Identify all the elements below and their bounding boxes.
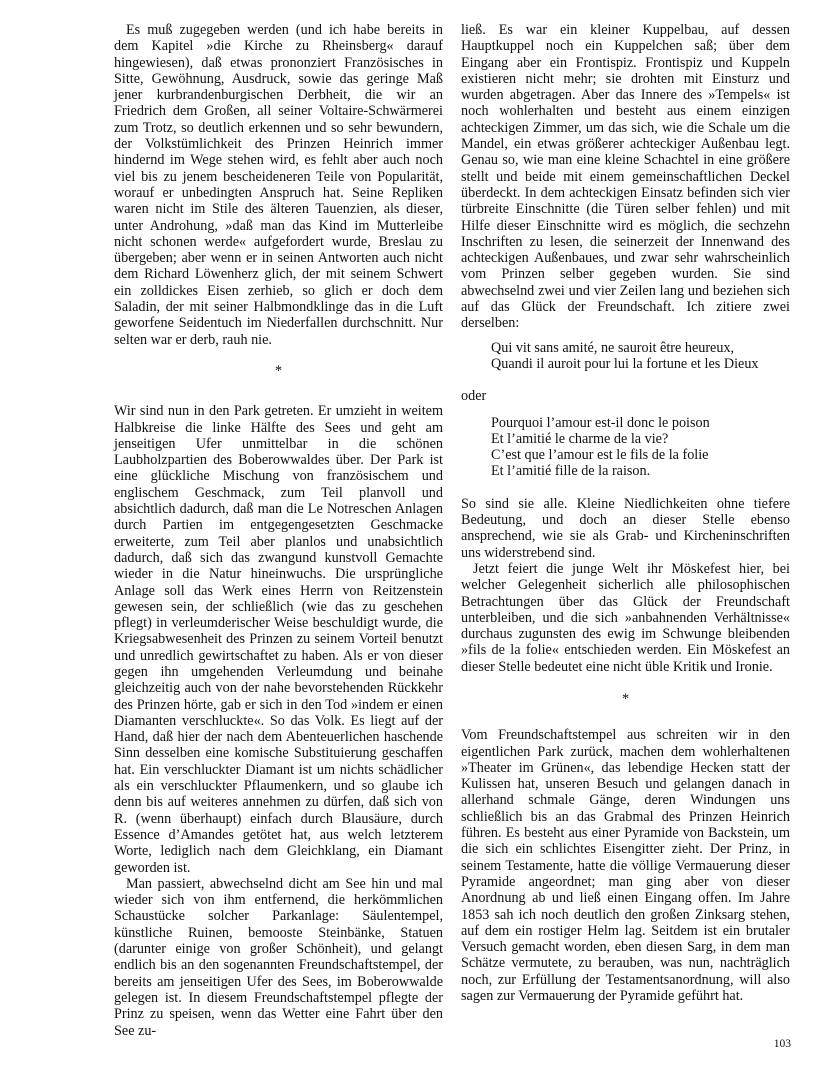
inscription-verse-1 <box>491 340 790 373</box>
conjunction-oder: oder <box>461 388 487 405</box>
verse-line: Quandi il auroit pour lui la fortune et les Dieux <box>491 355 759 372</box>
paragraph-freundschaftstempel-approach: Man passiert, abwechselnd dicht am See hin und mal wieder sich von ihm entfernend, die herkömmlichen Schaustücke solcher Parkanlage: Säulentempel, künstliche Ruinen, bemooste Steinbänke, Statuen (darunter einige von großer Schönheit), und gelangt endlich bis an den sogenannten Freundschaftstempel, der bereits am jenseitigen Ufer des Sees, im Boberowwalde gelegen ist. In diesem Freundschaftstempel pflegte der Prinz zu speisen, wenn das Wetter eine Fahrt über den See zu- <box>114 875 443 1039</box>
verse-line: Pourquoi l’amour est-il donc le poison <box>491 414 710 431</box>
paragraph-park-entry: Wir sind nun in den Park getreten. Er umzieht in weitem Halbkreise die linke Hälfte des Sees und geht am jenseitigen Ufer unmittelbar in die schönen Laubholzpartien des Boberowwaldes über. Der Park ist eine glückliche Mischung von französischem und englischem Geschmack, zum Teil planvoll und absichtlich dadurch, daß man die Le Notreschen Anlagen durch Partien im entgegengesetzten Geschmacke erweiterte, zum Teil aber planlos und unabsichtlich dadurch, daß sich das zwangund kunstvoll Gemachte wieder in die Natur hineinwuchs. Die ursprüngliche Anlage soll das Werk eines Herrn von Reitzenstein gewesen sein, der schließlich (wie das zu geschehen pflegt) in verleumderischer Weise beschuldigt wurde, die Kriegsabwesenheit des Prinzen zu seinem Vorteil benutzt und unredlich gewirtschaftet zu haben. Als er von dieser gegen ihn umgehenden Verleumdung und beinahe gleichzeitig auch von der nahe bevorstehenden Rückkehr des Prinzen hörte, gab er sich in den Tod »indem er einen Diamanten verschluckte«. So das Volk. Es liegt auf der Hand, daß hier der nach dem Abenteuerlichen haschende Sinn desselben eine komische Substituierung geschaffen hat. Ein verschluckter Diamant ist um nichts schädlicher als ein verschluckter Pflaumenkern, und so glaube ich denn bis auf weiteres annehmen zu dürfen, daß sich von R. (wenn überhaupt) einfach durch Blausäure, durch Essence d’Amandes getötet hat, aus welch letzterem Worte, lediglich nach dem Gleichklang, ein Diamant geworden ist. <box>114 403 443 876</box>
paragraph-prinz-heinrich-character: Es muß zugegeben werden (und ich habe bereits in dem Kapitel »die Kirche zu Rheinsberg« darauf hingewiesen), daß etwas prononziert Französisches in Sitte, Gewöhnung, Ausdruck, sowie das geringe Maß jener kurbrandenburgischen Derbheit, die wir an Friedrich dem Großen, all seiner Voltaire-Schwärmerei zum Trotz, so deutlich erkennen und so sehr bewundern, der Volkstümlichkeit des Prinzen Heinrich immer hindernd im Wege stehen wird, es fehlt aber auch noch viel bis zu jenem bescheideneren Teile von Popularität, worauf er unbedingten Anspruch hat. Seine Repliken waren nicht im Stile des älteren Tauenzien, als dieser, unter Androhung, »daß man das Kind im Mutterleibe nicht schonen werde« aufgefordert wurde, Breslau zu übergeben; aber wenn er in seinen Antworten auch nicht dem Richard Löwenherz glich, der mit seinem Schwert ein zolldickes Eisen zerhieb, so glich er doch dem Saladin, der mit seiner Halbmondklinge das in die Luft geworfene Seidentuch im Niederfallen durchschnitt. Nur selten war er derb, rauh nie. <box>114 22 443 348</box>
paragraph-tempel-description: ließ. Es war ein kleiner Kuppelbau, auf dessen Hauptkuppel noch ein Kuppelchen saß; über dem Eingang aber ein Frontispiz. Frontispiz und Kuppeln existieren nicht mehr; sie drohten mit Einsturz und wurden abgetragen. Aber das Innere des »Tempels« ist noch wohlerhalten und besteht aus einem einzigen achteckigen Zimmer, um das sich, wie die Schale um die Mandel, ein etwas größerer achteckiger Außenbau legt. Genau so, wie man eine kleine Schachtel in eine größere stellt und beide mit einem gemeinschaftlichen Deckel überdeckt. In dem achteckigen Einsatz befinden sich vier türbreite Einschnitte (die Türen selber fehlen) und mit Hilfe dieser Einschnitte wird es möglich, die sechzehn Inschriften zu lesen, die seinerzeit der Innenwand des achteckigen Außenbaues, und zwar sehr wahrscheinlich vom Prinzen selber gegeben wurden. Sie sind abwechselnd zwei und vier Zeilen lang und beziehen sich auf das Glück der Freundschaft. Ich zitiere zwei derselben: <box>461 22 790 332</box>
right-column <box>461 22 790 1004</box>
verse-line: Et l’amitié fille de la raison. <box>491 463 651 480</box>
left-column <box>114 22 443 1039</box>
paragraph-moeskefest: Jetzt feiert die junge Welt ihr Möskefest hier, bei welcher Gelegenheit sicherlich alle philosophischen Betrachtungen über das Glück der Freundschaft unterbleiben, und die sich »anbahnenden Verhältnisse« durchaus zugunsten des ewig im Schwunge bleibenden »fils de la folie« entschieden werden. Ein Möskefest an dieser Stelle bedeutet eine nicht üble Kritik und Ironie. <box>461 560 790 675</box>
section-separator: * <box>621 690 630 707</box>
section-separator: * <box>274 362 283 379</box>
paragraph-inscriptions-comment: So sind sie alle. Kleine Niedlichkeiten ohne tiefere Bedeutung, und doch an dieser Stelle ebenso ansprechend, wie sie als Grab- und Kircheninschriften uns widerstrebend sind. <box>461 495 790 561</box>
verse-line: Qui vit sans amité, ne sauroit être heureux, <box>491 339 735 356</box>
verse-line: Et l’amitié le charme de la vie? <box>491 430 669 447</box>
verse-line: C’est que l’amour est le fils de la folie <box>491 447 709 464</box>
paragraph-grabmal: Vom Freundschaftstempel aus schreiten wir in den eigentlichen Park zurück, machen dem wohlerhaltenen »Theater im Grünen«, das lebendige Hecken statt der Kulissen hat, unseren Besuch und gelangen danach in allerhand schmale Gänge, deren Windungen uns schließlich bis an das Grabmal des Prinzen Heinrich führen. Es besteht aus einer Pyramide von Backstein, um die sich ein schlichtes Eisengitter zieht. Der Prinz, in seinem Testamente, hatte die völlige Vermauerung dieser Pyramide angeordnet; man ging aber von dieser Anordnung ab und ließ einen Eingang offen. Im Jahre 1853 sah ich noch deutlich den großen Zinksarg stehen, auf dem ein rostiger Helm lag. Seitdem ist ein brutaler Versuch gemacht worden, eben diesen Sarg, in dem man Schätze vermutete, zu berauben, was nun, nachträglich noch, zur Erfüllung der Testamentsanordnung, will also sagen zur Vermauerung der Pyramide geführt hat. <box>461 727 790 1005</box>
inscription-verse-2 <box>491 415 790 480</box>
page-number: 103 <box>773 1038 791 1050</box>
